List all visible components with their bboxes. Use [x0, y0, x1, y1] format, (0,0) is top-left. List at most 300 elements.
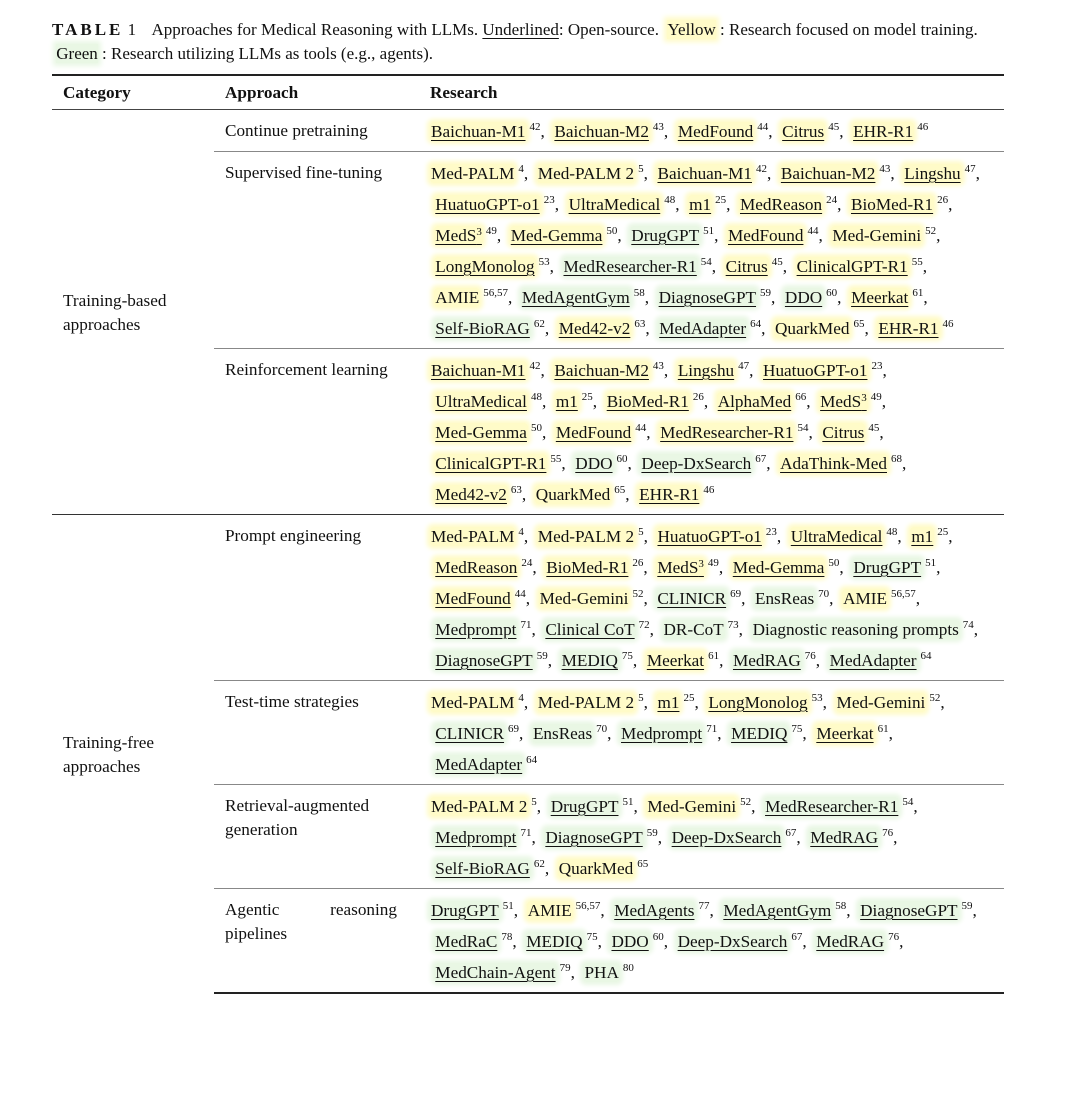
research-name: Med-Gemma [435, 423, 527, 442]
research-name: DiagnoseGPT [435, 651, 533, 670]
citation-number: 60 [826, 287, 838, 299]
research-name: DiagnoseGPT [658, 288, 757, 307]
research-name: m1 [911, 527, 934, 546]
research-item: Lingshu $^{47}$, [904, 163, 980, 183]
research-name: CLINICR [435, 724, 505, 743]
research-name: MedFound [677, 122, 754, 141]
research-name: Med-PALM 2 [431, 797, 528, 816]
research-item: m1 $^{25}$, [911, 526, 953, 546]
research-name: Meerkat [646, 651, 705, 670]
research-item: Meerkat $^{61}$, [816, 723, 893, 743]
approaches-table [52, 74, 1004, 994]
research-item: Med42-v2 $^{63}$, [558, 318, 650, 338]
citation-number: 26 [937, 194, 949, 206]
research-name: PHA [584, 963, 619, 982]
research-item: Baichuan-M2 $^{43}$, [780, 163, 895, 183]
research-item: EnsReas $^{70}$, [532, 723, 612, 743]
citation-number: 66 [795, 391, 807, 403]
research-item [558, 859, 648, 878]
citation-number: 71 [706, 723, 718, 735]
research-item: Citrus $^{45}$, [822, 422, 884, 442]
research-name: HuatuoGPT-o1 [435, 195, 540, 214]
research-item: MedRAG $^{76}$, [816, 931, 904, 951]
research-item: Clinical CoT $^{72}$, [545, 619, 654, 639]
citation-number: 46 [917, 121, 929, 133]
research-item: MedResearcher-R1 $^{54}$, [765, 796, 918, 816]
research-item: Baichuan-M2 $^{43}$, [554, 360, 669, 380]
citation-number: 4 [518, 692, 524, 704]
table-caption [52, 18, 1007, 66]
research-item: ClinicalGPT-R1 $^{55}$, [796, 256, 927, 276]
approach-cell [214, 889, 419, 994]
research-name: MEDIQ [526, 932, 583, 951]
research-item: Citrus $^{45}$, [725, 256, 787, 276]
citation-number: 59 [760, 287, 772, 299]
citation-number: 44 [807, 225, 819, 237]
research-item: Citrus $^{45}$, [782, 121, 844, 141]
research-name: MedReason [739, 195, 823, 214]
research-item [877, 319, 953, 338]
research-name: Med-Gemini [836, 693, 926, 712]
research-name: Med-Gemini [539, 589, 629, 608]
name-superscript: 3 [861, 392, 867, 404]
research-name: Med-PALM [431, 164, 515, 183]
research-name: MedResearcher-R1 [765, 797, 899, 816]
citation-number: 69 [508, 723, 520, 735]
research-item: DDO $^{60}$, [575, 453, 632, 473]
research-item: MedChain-Agent $^{79}$, [435, 962, 575, 982]
research-item: Lingshu $^{47}$, [677, 360, 754, 380]
research-name: Citrus [782, 122, 825, 141]
research-cell [419, 681, 1004, 785]
research-name: QuarkMed [558, 859, 634, 878]
research-name: AMIE [843, 589, 887, 608]
citation-number: 5 [638, 692, 644, 704]
citation-number: 5 [531, 796, 537, 808]
research-name: QuarkMed [774, 319, 850, 338]
research-item: DrugGPT $^{51}$, [853, 557, 941, 577]
research-name: Baichuan-M1 [657, 164, 752, 183]
research-name: AMIE [435, 288, 480, 307]
legend-yellow-desc: : Research focused on model training. [720, 20, 978, 39]
research-name: DR-CoT [663, 620, 724, 639]
research-name: BioMed-R1 [850, 195, 934, 214]
research-cell [419, 152, 1004, 349]
citation-number: 43 [652, 121, 664, 133]
citation-number: 52 [632, 588, 644, 600]
research-item: Med42-v2 $^{63}$, [435, 484, 527, 504]
citation-number: 72 [638, 619, 650, 631]
caption-title: Approaches for Medical Reasoning with LLMs. [151, 20, 479, 39]
research-name: EnsReas [532, 724, 593, 743]
research-name: DDO [575, 454, 613, 473]
citation-number: 56,57 [890, 588, 916, 600]
citation-number: 44 [514, 588, 526, 600]
research-item: Meerkat $^{61}$, [646, 650, 724, 670]
research-name: Meerkat [851, 288, 909, 307]
citation-number: 67 [755, 453, 767, 465]
header-category: Category [52, 75, 214, 110]
research-item: AMIE $^{56,57}$, [843, 588, 921, 608]
research-name: m1 [657, 693, 680, 712]
citation-number: 25 [715, 194, 727, 206]
citation-number: 75 [621, 650, 633, 662]
research-name: MedFound [555, 423, 632, 442]
research-item: DiagnoseGPT $^{59}$, [860, 900, 977, 920]
research-item: MedAgentGym $^{58}$, [521, 287, 650, 307]
research-name: QuarkMed [535, 485, 611, 504]
research-item: Baichuan-M2 $^{43}$, [554, 121, 669, 141]
research-name: BioMed-R1 [546, 558, 629, 577]
research-cell [419, 349, 1004, 515]
research-item: UltraMedical $^{48}$, [790, 526, 902, 546]
research-name: DDO [784, 288, 823, 307]
citation-number: 48 [664, 194, 676, 206]
citation-number: 53 [811, 692, 823, 704]
legend-yellow: Yellow [667, 20, 716, 39]
research-name: Med-Gemma [510, 226, 603, 245]
research-cell [419, 110, 1004, 152]
citation-number: 76 [888, 931, 900, 943]
research-item: MedS$^3$ $^{49}$, [820, 391, 886, 411]
research-name: AlphaMed [717, 392, 792, 411]
research-item: DiagnoseGPT $^{59}$, [658, 287, 776, 307]
citation-number: 44 [635, 422, 647, 434]
caption-number: 1 [127, 20, 137, 39]
research-item: Med-PALM 2 $^5$, [537, 526, 648, 546]
research-item: Med-Gemini $^{52}$, [836, 692, 945, 712]
research-name: MedFound [435, 589, 511, 608]
research-name: Citrus [725, 257, 768, 276]
citation-number: 25 [581, 391, 593, 403]
research-name: Lingshu [677, 361, 735, 380]
citation-number: 48 [886, 526, 898, 538]
citation-number: 50 [828, 557, 840, 569]
citation-number: 64 [750, 318, 762, 330]
research-item: Med-PALM 2 $^5$, [431, 796, 542, 816]
citation-number: 4 [518, 526, 524, 538]
research-item: Med-PALM 2 $^5$, [537, 692, 648, 712]
citation-number: 51 [622, 796, 634, 808]
citation-number: 64 [920, 650, 932, 662]
research-name: Baichuan-M2 [554, 361, 649, 380]
research-item: BioMed-R1 $^{26}$, [546, 557, 648, 577]
research-item: Self-BioRAG $^{62}$, [435, 318, 550, 338]
research-name: Meerkat [816, 724, 874, 743]
research-item: AdaThink-Med $^{68}$, [780, 453, 907, 473]
citation-number: 62 [533, 318, 545, 330]
citation-number: 23 [543, 194, 555, 206]
research-item: Medprompt $^{71}$, [435, 619, 536, 639]
research-item: CLINICR $^{69}$, [657, 588, 746, 608]
citation-number: 56,57 [483, 287, 508, 299]
research-item: ClinicalGPT-R1 $^{55}$, [435, 453, 566, 473]
research-name: MedAgentGym [723, 901, 832, 920]
citation-number: 76 [804, 650, 816, 662]
citation-number: 53 [538, 256, 550, 268]
research-item [434, 755, 537, 774]
citation-number: 59 [536, 650, 548, 662]
citation-number: 60 [616, 453, 628, 465]
research-name: MedAdapter [659, 319, 747, 338]
citation-number: 51 [925, 557, 937, 569]
research-item: DiagnoseGPT $^{59}$, [545, 827, 663, 847]
research-item: MedAdapter $^{64}$, [659, 318, 766, 338]
research-name: LongMonolog [435, 257, 535, 276]
legend-green: Green [56, 44, 98, 63]
research-name: MedReason [435, 558, 518, 577]
research-name: BioMed-R1 [606, 392, 689, 411]
citation-number: 65 [614, 484, 626, 496]
citation-number: 54 [700, 256, 712, 268]
research-name: UltraMedical [435, 392, 527, 411]
research-item: LongMonolog $^{53}$, [708, 692, 827, 712]
research-item: MedFound $^{44}$, [555, 422, 651, 442]
research-item: HuatuoGPT-o1 $^{23}$, [763, 360, 887, 380]
citation-number: 44 [757, 121, 769, 133]
citation-number: 42 [529, 121, 541, 133]
research-name: Baichuan-M1 [431, 361, 526, 380]
research-name: UltraMedical [568, 195, 661, 214]
research-item: UltraMedical $^{48}$, [435, 391, 547, 411]
research-name: MedS$^3$ [820, 392, 867, 411]
citation-number: 51 [703, 225, 715, 237]
research-name: MedAgents [614, 901, 695, 920]
research-name: MedChain-Agent [435, 963, 556, 982]
citation-number: 54 [797, 422, 809, 434]
category-cell: Training-free approaches [52, 515, 214, 994]
research-name: Med-PALM 2 [537, 693, 635, 712]
citation-number: 65 [637, 858, 649, 870]
research-name: MedRaC [435, 932, 498, 951]
legend-underlined: Underlined [482, 20, 559, 39]
research-item: Med-PALM $^4$, [431, 163, 529, 183]
research-item: AlphaMed $^{66}$, [717, 391, 811, 411]
research-name: MedResearcher-R1 [660, 423, 794, 442]
citation-number: 49 [707, 557, 719, 569]
research-item: DDO $^{60}$, [611, 931, 669, 951]
citation-number: 48 [530, 391, 542, 403]
research-name: MEDIQ [731, 724, 788, 743]
research-name: Med-PALM 2 [537, 164, 635, 183]
citation-number: 26 [632, 557, 644, 569]
citation-number: 54 [902, 796, 914, 808]
research-item: Baichuan-M1 $^{42}$, [431, 121, 545, 141]
research-name: Diagnostic reasoning prompts [752, 620, 959, 639]
research-item: Med-PALM $^4$, [431, 692, 529, 712]
research-name: Baichuan-M1 [431, 122, 526, 141]
approach-cell: Test-time strategies [214, 681, 419, 785]
citation-number: 58 [835, 900, 847, 912]
research-item: MedS$^3$ $^{49}$, [657, 557, 724, 577]
citation-number: 45 [868, 422, 880, 434]
research-name: ClinicalGPT-R1 [796, 257, 908, 276]
citation-number: 43 [879, 163, 891, 175]
research-name: MedAdapter [435, 755, 523, 774]
research-name: MedRAG [810, 828, 879, 847]
research-cell [419, 515, 1004, 681]
research-name: Medprompt [621, 724, 703, 743]
research-name: EHR-R1 [639, 485, 700, 504]
research-name: Med-Gemini [647, 797, 737, 816]
research-name: MedS$^3$ [657, 558, 704, 577]
research-name: Self-BioRAG [435, 859, 530, 878]
citation-number: 75 [586, 931, 598, 943]
research-item: Med-Gemini $^{52}$, [832, 225, 941, 245]
citation-number: 25 [683, 692, 695, 704]
research-name: HuatuoGPT-o1 [657, 527, 762, 546]
research-name: DDO [611, 932, 649, 951]
research-item: Baichuan-M1 $^{42}$, [657, 163, 772, 183]
citation-number: 51 [502, 900, 514, 912]
citation-number: 46 [703, 484, 715, 496]
research-name: Med-PALM [431, 693, 515, 712]
research-name: EHR-R1 [878, 319, 939, 338]
research-name: MedResearcher-R1 [563, 257, 697, 276]
citation-number: 59 [646, 827, 658, 839]
research-item: MedRaC $^{78}$, [435, 931, 517, 951]
citation-number: 5 [638, 526, 644, 538]
approach-text: Agentic reasoning pipelines [225, 900, 397, 943]
research-item: MedResearcher-R1 $^{54}$, [660, 422, 813, 442]
research-item: Deep-DxSearch $^{67}$, [641, 453, 771, 473]
research-name: DrugGPT [550, 797, 619, 816]
research-name: Lingshu [904, 164, 961, 183]
citation-number: 56,57 [575, 900, 601, 912]
research-item: Med-Gemma $^{50}$, [435, 422, 547, 442]
citation-number: 63 [510, 484, 522, 496]
citation-number: 79 [559, 962, 571, 974]
research-item: MedReason $^{24}$, [435, 557, 537, 577]
research-item: DiagnoseGPT $^{59}$, [435, 650, 552, 670]
research-name: MEDIQ [561, 651, 618, 670]
research-item: Med-Gemma $^{50}$, [732, 557, 844, 577]
citation-number: 65 [853, 318, 865, 330]
citation-number: 71 [520, 619, 532, 631]
research-item: MedFound $^{44}$, [435, 588, 531, 608]
research-name: Clinical CoT [545, 620, 635, 639]
approach-cell: Retrieval-augmented generation [214, 785, 419, 889]
research-item: HuatuoGPT-o1 $^{23}$, [657, 526, 782, 546]
approach-cell: Prompt engineering [214, 515, 419, 681]
citation-number: 71 [520, 827, 532, 839]
citation-number: 73 [727, 619, 739, 631]
citation-number: 23 [871, 360, 883, 372]
research-item: Med-Gemma $^{50}$, [510, 225, 622, 245]
research-item: AMIE $^{56,57}$, [435, 287, 513, 307]
research-item [829, 651, 932, 670]
research-item: MedReason $^{24}$, [739, 194, 842, 214]
citation-number: 55 [911, 256, 923, 268]
research-item: Med-PALM 2 $^5$, [537, 163, 648, 183]
research-item: Deep-DxSearch $^{67}$, [671, 827, 801, 847]
research-name: CLINICR [657, 589, 727, 608]
research-item: Meerkat $^{61}$, [851, 287, 928, 307]
citation-number: 52 [925, 225, 937, 237]
research-name: MedRAG [732, 651, 801, 670]
citation-number: 67 [791, 931, 803, 943]
approach-cell: Supervised fine-tuning [214, 152, 419, 349]
research-cell [419, 889, 1004, 994]
citation-number: 52 [740, 796, 752, 808]
research-item: Self-BioRAG $^{62}$, [435, 858, 550, 878]
research-name: UltraMedical [790, 527, 883, 546]
name-superscript: 3 [476, 226, 482, 238]
research-item: DrugGPT $^{51}$, [631, 225, 719, 245]
citation-number: 5 [638, 163, 644, 175]
citation-number: 25 [937, 526, 949, 538]
research-item: MedAgents $^{77}$, [614, 900, 714, 920]
research-item: AMIE $^{56,57}$, [527, 900, 605, 920]
citation-number: 47 [964, 163, 976, 175]
citation-number: 63 [634, 318, 646, 330]
research-item: Med-PALM $^4$, [431, 526, 529, 546]
name-superscript: 3 [698, 558, 704, 570]
research-item: DDO $^{60}$, [784, 287, 842, 307]
research-name: Med-PALM 2 [537, 527, 635, 546]
research-item: MedFound $^{44}$, [677, 121, 773, 141]
research-item: QuarkMed $^{65}$, [535, 484, 630, 504]
research-name: MedAgentGym [521, 288, 630, 307]
caption-label: TABLE [52, 20, 124, 39]
research-name: Med-PALM [431, 527, 515, 546]
citation-number: 69 [730, 588, 742, 600]
header-approach: Approach [214, 75, 419, 110]
citation-number: 50 [530, 422, 542, 434]
research-name: Deep-DxSearch [677, 932, 788, 951]
research-name: EnsReas [754, 589, 815, 608]
research-name: m1 [555, 392, 578, 411]
research-name: DiagnoseGPT [545, 828, 643, 847]
citation-number: 24 [521, 557, 533, 569]
research-item: Med-Gemini $^{52}$, [647, 796, 756, 816]
citation-number: 43 [652, 360, 664, 372]
citation-number: 55 [550, 453, 562, 465]
approach-cell: Reinforcement learning [214, 349, 419, 515]
research-name: Deep-DxSearch [641, 454, 752, 473]
research-name: LongMonolog [708, 693, 808, 712]
research-name: Med-Gemma [732, 558, 825, 577]
citation-number: 75 [791, 723, 803, 735]
citation-number: 61 [877, 723, 889, 735]
research-item: MedResearcher-R1 $^{54}$, [563, 256, 717, 276]
research-item [583, 963, 633, 982]
citation-number: 26 [692, 391, 704, 403]
research-name: DiagnoseGPT [860, 901, 958, 920]
research-name: EHR-R1 [853, 122, 914, 141]
research-item: m1 $^{25}$, [689, 194, 731, 214]
research-item: m1 $^{25}$, [555, 391, 598, 411]
research-item: MedFound $^{44}$, [727, 225, 823, 245]
research-item: QuarkMed $^{65}$, [774, 318, 869, 338]
citation-number: 68 [891, 453, 902, 465]
research-item: UltraMedical $^{48}$, [568, 194, 680, 214]
research-name: Baichuan-M2 [554, 122, 649, 141]
research-name: Med42-v2 [435, 485, 507, 504]
research-item: MEDIQ $^{75}$, [561, 650, 638, 670]
research-item: Medprompt $^{71}$, [621, 723, 722, 743]
approach-cell: Continue pretraining [225, 121, 368, 140]
research-item [852, 122, 928, 141]
research-item: HuatuoGPT-o1 $^{23}$, [435, 194, 559, 214]
research-item: m1 $^{25}$, [657, 692, 699, 712]
citation-number: 59 [961, 900, 973, 912]
research-item: CLINICR $^{69}$, [435, 723, 524, 743]
research-item: MedRAG $^{76}$, [732, 650, 821, 670]
citation-number: 74 [962, 619, 974, 631]
citation-number: 47 [738, 360, 750, 372]
citation-number: 24 [826, 194, 838, 206]
